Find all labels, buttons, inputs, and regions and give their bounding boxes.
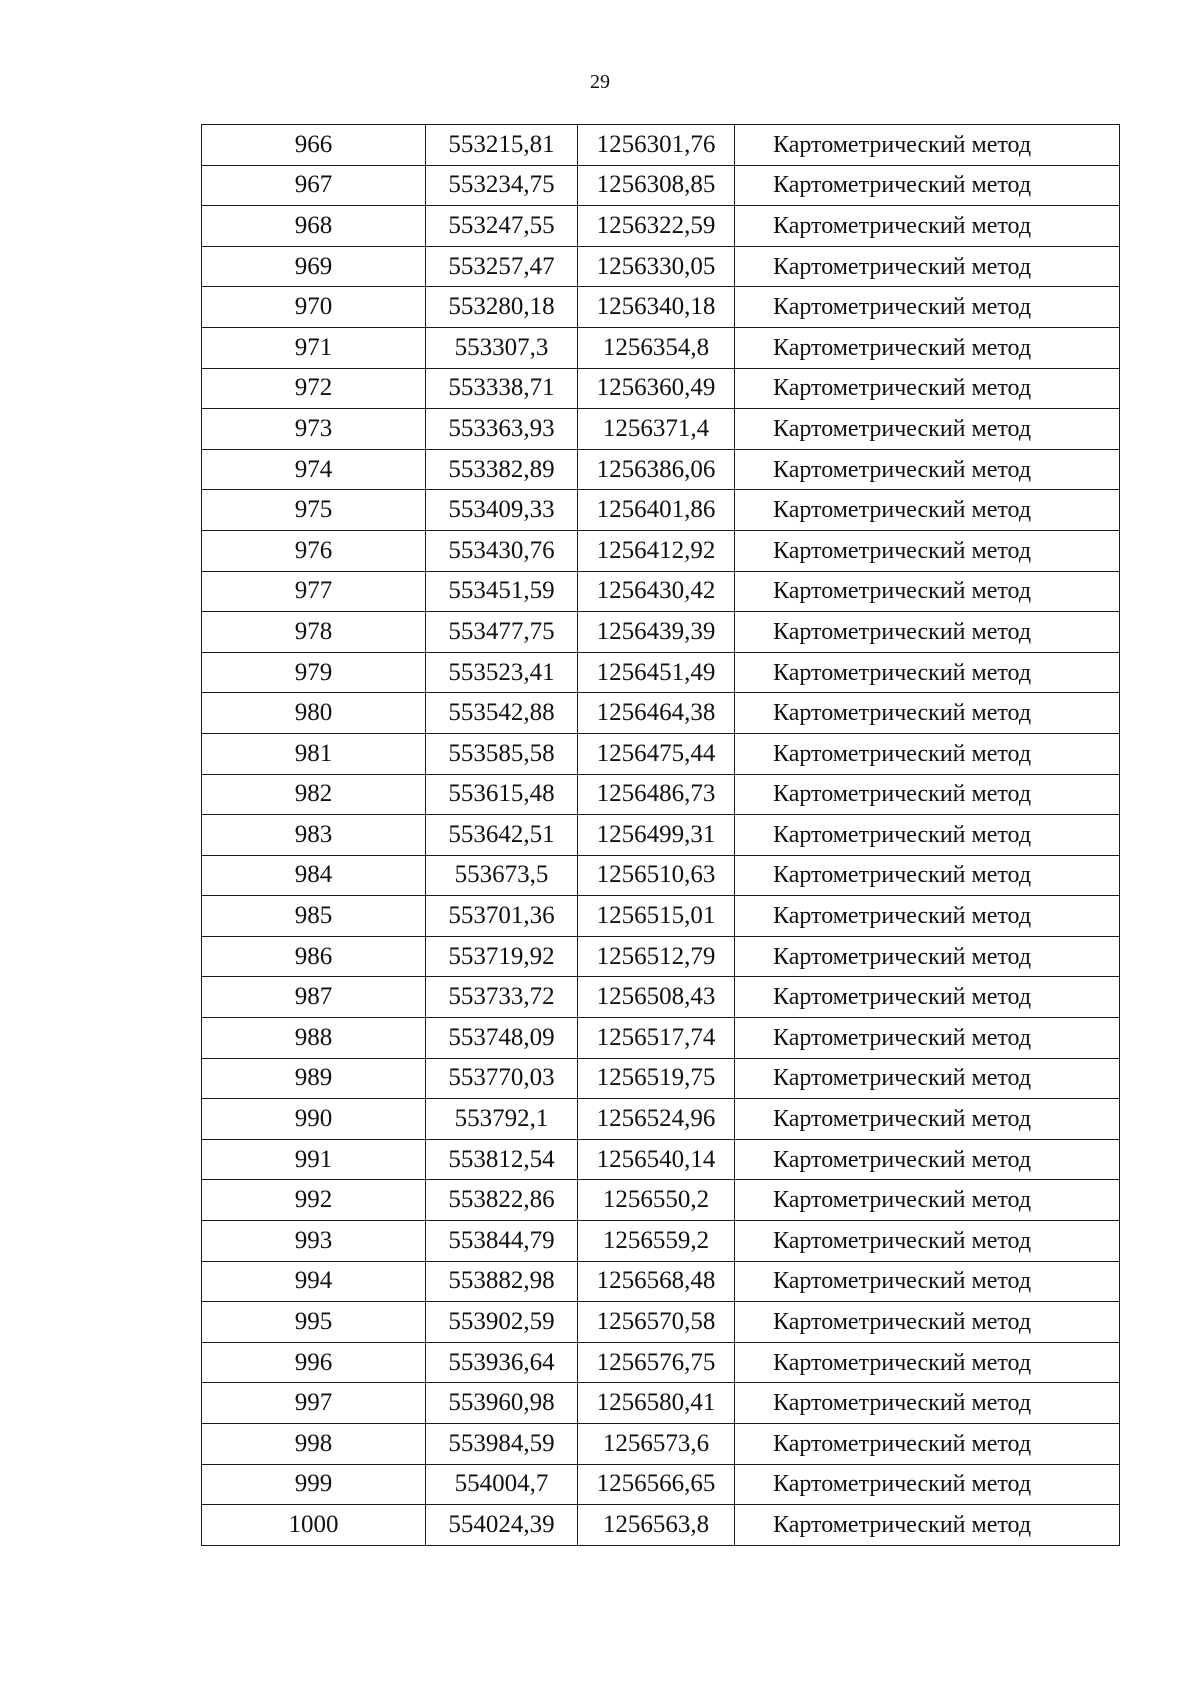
x-coordinate-cell: 553615,48 xyxy=(426,774,578,815)
table-row xyxy=(202,327,1120,368)
method-cell: Картометрический метод xyxy=(735,733,1120,774)
x-coordinate-cell: 553936,64 xyxy=(426,1342,578,1383)
method-cell: Картометрический метод xyxy=(735,287,1120,328)
table-row xyxy=(202,571,1120,612)
coordinates-table xyxy=(201,124,1120,1546)
method-cell: Картометрический метод xyxy=(735,449,1120,490)
table-row xyxy=(202,409,1120,450)
point-number-cell: 992 xyxy=(202,1180,426,1221)
method-cell: Картометрический метод xyxy=(735,693,1120,734)
x-coordinate-cell: 553701,36 xyxy=(426,896,578,937)
table-row xyxy=(202,1139,1120,1180)
point-number-cell: 973 xyxy=(202,409,426,450)
y-coordinate-cell: 1256517,74 xyxy=(578,1018,735,1059)
table-row xyxy=(202,1424,1120,1465)
table-row xyxy=(202,815,1120,856)
point-number-cell: 981 xyxy=(202,733,426,774)
y-coordinate-cell: 1256566,65 xyxy=(578,1464,735,1505)
y-coordinate-cell: 1256568,48 xyxy=(578,1261,735,1302)
y-coordinate-cell: 1256512,79 xyxy=(578,936,735,977)
point-number-cell: 998 xyxy=(202,1424,426,1465)
x-coordinate-cell: 553307,3 xyxy=(426,327,578,368)
point-number-cell: 974 xyxy=(202,449,426,490)
point-number-cell: 971 xyxy=(202,327,426,368)
point-number-cell: 975 xyxy=(202,490,426,531)
point-number-cell: 972 xyxy=(202,368,426,409)
table-row xyxy=(202,1464,1120,1505)
point-number-cell: 993 xyxy=(202,1221,426,1262)
table-row xyxy=(202,1261,1120,1302)
y-coordinate-cell: 1256519,75 xyxy=(578,1058,735,1099)
method-cell: Картометрический метод xyxy=(735,815,1120,856)
point-number-cell: 977 xyxy=(202,571,426,612)
x-coordinate-cell: 553748,09 xyxy=(426,1018,578,1059)
y-coordinate-cell: 1256464,38 xyxy=(578,693,735,734)
table-row xyxy=(202,368,1120,409)
table-row xyxy=(202,733,1120,774)
method-cell: Картометрический метод xyxy=(735,896,1120,937)
x-coordinate-cell: 553215,81 xyxy=(426,125,578,166)
y-coordinate-cell: 1256475,44 xyxy=(578,733,735,774)
y-coordinate-cell: 1256524,96 xyxy=(578,1099,735,1140)
method-cell: Картометрический метод xyxy=(735,1139,1120,1180)
method-cell: Картометрический метод xyxy=(735,652,1120,693)
point-number-cell: 999 xyxy=(202,1464,426,1505)
point-number-cell: 969 xyxy=(202,246,426,287)
method-cell: Картометрический метод xyxy=(735,165,1120,206)
point-number-cell: 994 xyxy=(202,1261,426,1302)
y-coordinate-cell: 1256451,49 xyxy=(578,652,735,693)
table-row xyxy=(202,246,1120,287)
coordinates-table-body xyxy=(202,125,1120,1546)
point-number-cell: 979 xyxy=(202,652,426,693)
table-row xyxy=(202,1099,1120,1140)
y-coordinate-cell: 1256301,76 xyxy=(578,125,735,166)
table-row xyxy=(202,165,1120,206)
table-row xyxy=(202,652,1120,693)
x-coordinate-cell: 553902,59 xyxy=(426,1302,578,1343)
y-coordinate-cell: 1256354,8 xyxy=(578,327,735,368)
point-number-cell: 996 xyxy=(202,1342,426,1383)
table-row xyxy=(202,1505,1120,1546)
x-coordinate-cell: 553409,33 xyxy=(426,490,578,531)
y-coordinate-cell: 1256401,86 xyxy=(578,490,735,531)
table-row xyxy=(202,612,1120,653)
y-coordinate-cell: 1256371,4 xyxy=(578,409,735,450)
x-coordinate-cell: 553812,54 xyxy=(426,1139,578,1180)
y-coordinate-cell: 1256510,63 xyxy=(578,855,735,896)
point-number-cell: 980 xyxy=(202,693,426,734)
method-cell: Картометрический метод xyxy=(735,368,1120,409)
table-row xyxy=(202,774,1120,815)
x-coordinate-cell: 553382,89 xyxy=(426,449,578,490)
x-coordinate-cell: 553430,76 xyxy=(426,530,578,571)
point-number-cell: 1000 xyxy=(202,1505,426,1546)
y-coordinate-cell: 1256340,18 xyxy=(578,287,735,328)
y-coordinate-cell: 1256330,05 xyxy=(578,246,735,287)
method-cell: Картометрический метод xyxy=(735,125,1120,166)
method-cell: Картометрический метод xyxy=(735,977,1120,1018)
y-coordinate-cell: 1256563,8 xyxy=(578,1505,735,1546)
method-cell: Картометрический метод xyxy=(735,1383,1120,1424)
table-row xyxy=(202,1221,1120,1262)
table-row xyxy=(202,490,1120,531)
x-coordinate-cell: 553984,59 xyxy=(426,1424,578,1465)
x-coordinate-cell: 553585,58 xyxy=(426,733,578,774)
table-row xyxy=(202,693,1120,734)
y-coordinate-cell: 1256580,41 xyxy=(578,1383,735,1424)
method-cell: Картометрический метод xyxy=(735,1505,1120,1546)
method-cell: Картометрический метод xyxy=(735,1261,1120,1302)
table-row xyxy=(202,206,1120,247)
method-cell: Картометрический метод xyxy=(735,246,1120,287)
table-row xyxy=(202,1058,1120,1099)
y-coordinate-cell: 1256499,31 xyxy=(578,815,735,856)
table-row xyxy=(202,530,1120,571)
y-coordinate-cell: 1256439,39 xyxy=(578,612,735,653)
x-coordinate-cell: 553363,93 xyxy=(426,409,578,450)
y-coordinate-cell: 1256573,6 xyxy=(578,1424,735,1465)
point-number-cell: 978 xyxy=(202,612,426,653)
point-number-cell: 966 xyxy=(202,125,426,166)
y-coordinate-cell: 1256515,01 xyxy=(578,896,735,937)
y-coordinate-cell: 1256508,43 xyxy=(578,977,735,1018)
point-number-cell: 987 xyxy=(202,977,426,1018)
method-cell: Картометрический метод xyxy=(735,1464,1120,1505)
y-coordinate-cell: 1256576,75 xyxy=(578,1342,735,1383)
x-coordinate-cell: 553960,98 xyxy=(426,1383,578,1424)
y-coordinate-cell: 1256559,2 xyxy=(578,1221,735,1262)
point-number-cell: 984 xyxy=(202,855,426,896)
point-number-cell: 990 xyxy=(202,1099,426,1140)
point-number-cell: 988 xyxy=(202,1018,426,1059)
page-number: 29 xyxy=(590,71,610,93)
x-coordinate-cell: 553673,5 xyxy=(426,855,578,896)
x-coordinate-cell: 553642,51 xyxy=(426,815,578,856)
x-coordinate-cell: 553523,41 xyxy=(426,652,578,693)
method-cell: Картометрический метод xyxy=(735,206,1120,247)
method-cell: Картометрический метод xyxy=(735,1058,1120,1099)
method-cell: Картометрический метод xyxy=(735,1180,1120,1221)
point-number-cell: 967 xyxy=(202,165,426,206)
y-coordinate-cell: 1256386,06 xyxy=(578,449,735,490)
y-coordinate-cell: 1256540,14 xyxy=(578,1139,735,1180)
table-row xyxy=(202,936,1120,977)
y-coordinate-cell: 1256430,42 xyxy=(578,571,735,612)
point-number-cell: 983 xyxy=(202,815,426,856)
method-cell: Картометрический метод xyxy=(735,1221,1120,1262)
method-cell: Картометрический метод xyxy=(735,936,1120,977)
point-number-cell: 997 xyxy=(202,1383,426,1424)
table-row xyxy=(202,1302,1120,1343)
x-coordinate-cell: 554024,39 xyxy=(426,1505,578,1546)
x-coordinate-cell: 553477,75 xyxy=(426,612,578,653)
table-row xyxy=(202,896,1120,937)
point-number-cell: 991 xyxy=(202,1139,426,1180)
point-number-cell: 985 xyxy=(202,896,426,937)
x-coordinate-cell: 553770,03 xyxy=(426,1058,578,1099)
y-coordinate-cell: 1256486,73 xyxy=(578,774,735,815)
x-coordinate-cell: 553882,98 xyxy=(426,1261,578,1302)
y-coordinate-cell: 1256360,49 xyxy=(578,368,735,409)
y-coordinate-cell: 1256412,92 xyxy=(578,530,735,571)
x-coordinate-cell: 553234,75 xyxy=(426,165,578,206)
table-row xyxy=(202,1180,1120,1221)
y-coordinate-cell: 1256308,85 xyxy=(578,165,735,206)
table-row xyxy=(202,977,1120,1018)
point-number-cell: 995 xyxy=(202,1302,426,1343)
x-coordinate-cell: 553280,18 xyxy=(426,287,578,328)
x-coordinate-cell: 553719,92 xyxy=(426,936,578,977)
x-coordinate-cell: 554004,7 xyxy=(426,1464,578,1505)
table-row xyxy=(202,125,1120,166)
method-cell: Картометрический метод xyxy=(735,1342,1120,1383)
method-cell: Картометрический метод xyxy=(735,490,1120,531)
point-number-cell: 968 xyxy=(202,206,426,247)
y-coordinate-cell: 1256550,2 xyxy=(578,1180,735,1221)
x-coordinate-cell: 553733,72 xyxy=(426,977,578,1018)
method-cell: Картометрический метод xyxy=(735,1302,1120,1343)
x-coordinate-cell: 553792,1 xyxy=(426,1099,578,1140)
table-row xyxy=(202,1342,1120,1383)
point-number-cell: 970 xyxy=(202,287,426,328)
x-coordinate-cell: 553451,59 xyxy=(426,571,578,612)
x-coordinate-cell: 553247,55 xyxy=(426,206,578,247)
point-number-cell: 976 xyxy=(202,530,426,571)
table-row xyxy=(202,287,1120,328)
x-coordinate-cell: 553822,86 xyxy=(426,1180,578,1221)
method-cell: Картометрический метод xyxy=(735,855,1120,896)
method-cell: Картометрический метод xyxy=(735,1018,1120,1059)
method-cell: Картометрический метод xyxy=(735,571,1120,612)
x-coordinate-cell: 553257,47 xyxy=(426,246,578,287)
y-coordinate-cell: 1256322,59 xyxy=(578,206,735,247)
method-cell: Картометрический метод xyxy=(735,612,1120,653)
method-cell: Картометрический метод xyxy=(735,1099,1120,1140)
method-cell: Картометрический метод xyxy=(735,327,1120,368)
point-number-cell: 986 xyxy=(202,936,426,977)
method-cell: Картометрический метод xyxy=(735,530,1120,571)
table-row xyxy=(202,449,1120,490)
x-coordinate-cell: 553542,88 xyxy=(426,693,578,734)
table-row xyxy=(202,855,1120,896)
method-cell: Картометрический метод xyxy=(735,1424,1120,1465)
method-cell: Картометрический метод xyxy=(735,774,1120,815)
method-cell: Картометрический метод xyxy=(735,409,1120,450)
point-number-cell: 982 xyxy=(202,774,426,815)
x-coordinate-cell: 553338,71 xyxy=(426,368,578,409)
y-coordinate-cell: 1256570,58 xyxy=(578,1302,735,1343)
point-number-cell: 989 xyxy=(202,1058,426,1099)
x-coordinate-cell: 553844,79 xyxy=(426,1221,578,1262)
table-row xyxy=(202,1383,1120,1424)
table-row xyxy=(202,1018,1120,1059)
